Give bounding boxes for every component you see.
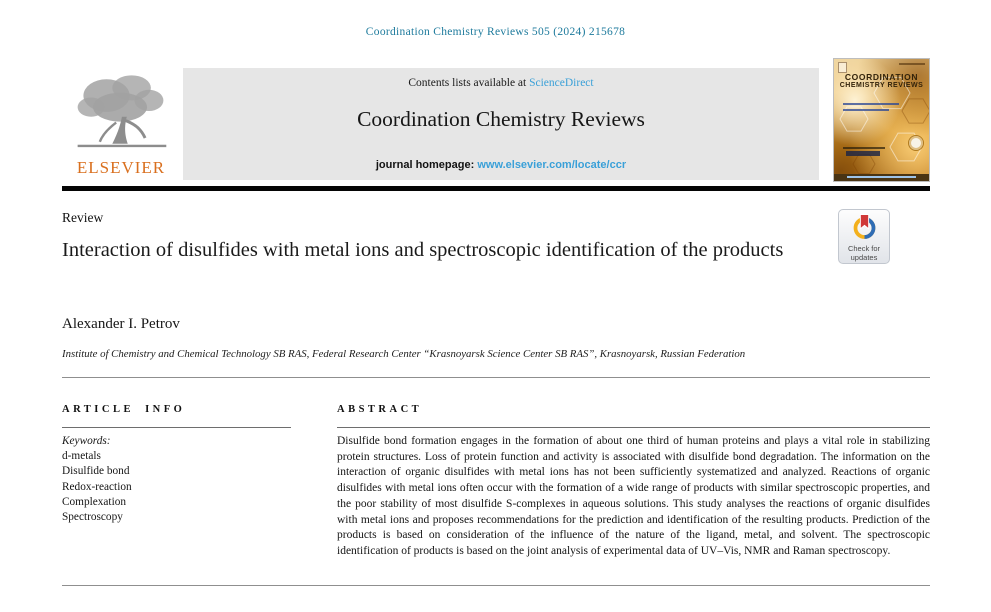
keyword-item: d-metals <box>62 450 101 463</box>
masthead-divider-bar <box>62 186 930 191</box>
cover-title-line2: CHEMISTRY REVIEWS <box>839 82 924 89</box>
journal-title: Coordination Chemistry Reviews <box>357 107 645 131</box>
cover-bottom-strip <box>834 174 929 181</box>
abstract-heading: ABSTRACT <box>337 404 423 415</box>
journal-citation: Coordination Chemistry Reviews 505 (2024) 215678 <box>365 26 626 38</box>
keywords-block <box>62 434 302 525</box>
divider-below-abstract <box>62 585 930 586</box>
author-affiliation: Institute of Chemistry and Chemical Technology SB RAS, Federal Research Center “Krasnoyarsk Science Center SB RAS”, Krasnoyarsk, Russian Federation <box>62 348 746 360</box>
cover-bottom-strip-text <box>847 176 915 178</box>
elsevier-wordmark: ELSEVIER <box>76 158 166 177</box>
cover-issue-text <box>899 63 925 65</box>
cover-anniversary-seal <box>908 135 924 151</box>
article-title: Interaction of disulfides with metal ions and spectroscopic identification of the products <box>62 239 784 261</box>
sciencedirect-link[interactable]: ScienceDirect <box>529 77 594 89</box>
abstract-text: Disulfide bond formation engages in the formation of about one third of human proteins and plays a vital role in stabilizing protein structures. Loss of protein function and activity is associated with disulfide bond degradation. The information on the interaction of organic disulfides with metal ions has not been sufficiently systematized and analyzed. Reactions of organic disulfides with metal ions often occur with the formation of a wide range of products with similar spectroscopic properties, and the poor stability of most disulfide S-complexes in aqueous solutions. This study analyses the reactions of organic disulfides with metal ions and proposes recommendations for the prediction and identification of the resulting products. Prediction of the products is based on consideration of the influence of the nature of the ligand, metal, and solvent. The spectroscopic identification of products is based on the joint analysis of experimental data of UV–Vis, NMR and Raman spectroscopy. <box>337 435 930 557</box>
journal-homepage-line <box>183 159 819 171</box>
cover-title-line1: COORDINATION <box>844 72 919 82</box>
author-name: Alexander I. Petrov <box>62 316 180 332</box>
cover-sciencedirect-mark <box>846 151 880 156</box>
elsevier-tree-icon <box>68 68 174 154</box>
article-info-heading-rule <box>62 427 291 428</box>
homepage-label: journal homepage: <box>375 159 475 171</box>
article-info-heading: ARTICLE INFO <box>62 404 186 415</box>
check-updates-text-line2: updates <box>850 252 878 262</box>
crossmark-icon <box>851 213 878 240</box>
keyword-item: Spectroscopy <box>62 511 123 524</box>
journal-cover-thumbnail[interactable] <box>833 58 930 182</box>
elsevier-logo[interactable] <box>62 66 180 180</box>
divider-above-sections <box>62 377 930 378</box>
homepage-link[interactable]: www.elsevier.com/locate/ccr <box>477 159 627 171</box>
keyword-item: Redox-reaction <box>62 480 132 493</box>
cover-availability-text <box>843 147 885 149</box>
cover-editors-line2 <box>843 109 889 111</box>
journal-masthead-box <box>183 68 819 180</box>
contents-prefix: Contents lists available at <box>408 77 527 89</box>
keywords-label: Keywords: <box>62 435 111 447</box>
keyword-item: Disulfide bond <box>62 465 130 478</box>
article-type-label: Review <box>62 210 104 225</box>
cover-editors-line <box>843 103 899 105</box>
cover-title <box>834 72 929 89</box>
check-for-updates-badge[interactable] <box>838 209 890 264</box>
keyword-item: Complexation <box>62 495 127 508</box>
contents-list-line <box>183 77 819 89</box>
check-updates-text-line1: Check for <box>847 244 881 253</box>
abstract-heading-rule <box>337 427 930 428</box>
